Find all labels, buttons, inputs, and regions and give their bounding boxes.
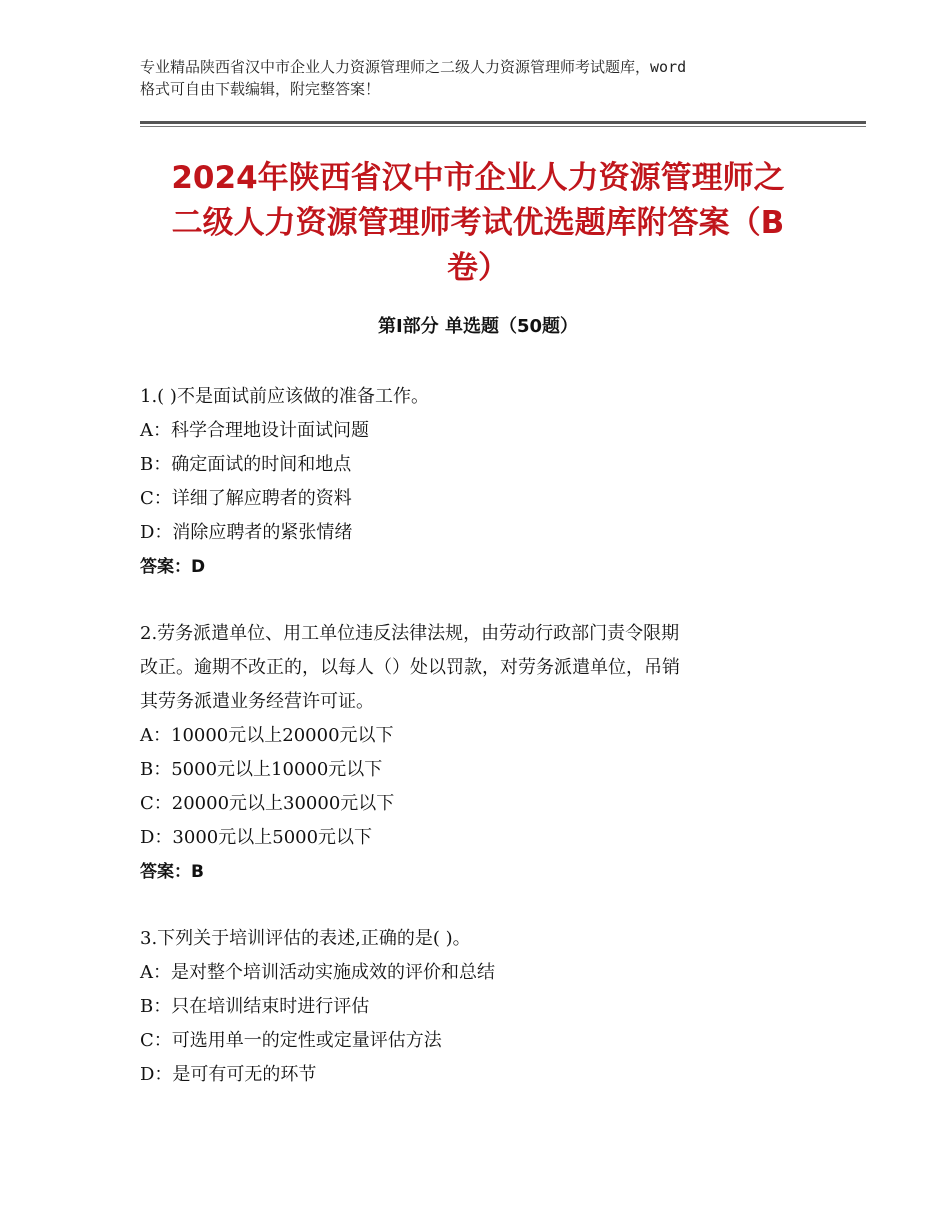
header-note: [140, 56, 830, 100]
answer-line: 答案：B: [140, 862, 204, 882]
option-a: A：10000元以上20000元以下: [140, 725, 394, 746]
option-c: C：可选用单一的定性或定量评估方法: [140, 1030, 442, 1051]
header-divider-thin: [140, 126, 866, 127]
question-1: [140, 380, 820, 584]
option-a: A：科学合理地设计面试问题: [140, 420, 369, 441]
question-stem-line-3: 其劳务派遣业务经营许可证。: [140, 691, 374, 712]
option-d: D：是可有可无的环节: [140, 1064, 317, 1085]
option-b: B：5000元以上10000元以下: [140, 759, 383, 780]
option-a: A：是对整个培训活动实施成效的评价和总结: [140, 962, 495, 983]
section-heading: 第Ⅰ部分 单选题（50题）: [377, 316, 578, 337]
header-divider-thick: [140, 121, 866, 124]
option-b: B：确定面试的时间和地点: [140, 454, 352, 475]
question-stem-line-2: 改正。逾期不改正的，以每人（）处以罚款，对劳务派遣单位，吊销: [140, 657, 680, 678]
question-3: [140, 922, 820, 1092]
document-title-line-1: 2024年陕西省汉中市企业人力资源管理师之: [171, 160, 785, 196]
document-title: [140, 156, 816, 291]
answer-line: 答案：D: [140, 557, 206, 577]
option-d: D：消除应聘者的紧张情绪: [140, 522, 353, 543]
question-list: [140, 380, 820, 1125]
question-2: [140, 617, 820, 889]
header-note-line-2: 格式可自由下载编辑，附完整答案！: [140, 80, 381, 98]
question-stem: 1.( )不是面试前应该做的准备工作。: [140, 386, 429, 407]
document-title-line-3: 卷）: [447, 250, 509, 286]
question-stem-line-1: 2.劳务派遣单位、用工单位违反法律法规，由劳动行政部门责令限期: [140, 623, 680, 644]
header-note-line-1: 专业精品陕西省汉中市企业人力资源管理师之二级人力资源管理师考试题库，word: [140, 58, 687, 76]
option-c: C：详细了解应聘者的资料: [140, 488, 352, 509]
option-d: D：3000元以上5000元以下: [140, 827, 373, 848]
question-stem: 3.下列关于培训评估的表述,正确的是( )。: [140, 928, 471, 949]
document-title-line-2: 二级人力资源管理师考试优选题库附答案（B: [171, 205, 785, 241]
option-c: C：20000元以上30000元以下: [140, 793, 395, 814]
option-b: B：只在培训结束时进行评估: [140, 996, 370, 1017]
